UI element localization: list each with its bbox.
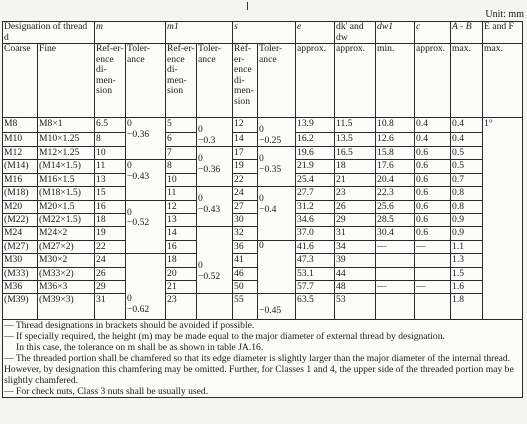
ef-cell: 1° bbox=[483, 118, 523, 320]
m-cell: 6.5 bbox=[95, 118, 126, 133]
fine-cell: M24×2 bbox=[38, 227, 95, 240]
m-tol-header: Toler-ance bbox=[126, 44, 166, 118]
fine-cell: (M18×1.5) bbox=[38, 187, 95, 200]
fine-cell: M30×2 bbox=[38, 254, 95, 267]
dw1-cell: 30.4 bbox=[376, 227, 415, 240]
m1-cell: 6 bbox=[166, 132, 197, 147]
m1-cell: 21 bbox=[166, 280, 197, 293]
e-cell: 41.6 bbox=[296, 240, 335, 253]
c-header: c bbox=[415, 22, 451, 44]
c-cell bbox=[415, 254, 451, 267]
m-tolerance-cell: 0 −0.43 bbox=[126, 160, 166, 200]
dk-cell: 18 bbox=[335, 160, 376, 173]
m-cell: 18 bbox=[95, 213, 126, 226]
c-cell bbox=[415, 267, 451, 280]
coarse-cell: M8 bbox=[3, 118, 38, 133]
s-cell: 12 bbox=[233, 118, 258, 133]
dw1-cell: 20.4 bbox=[376, 173, 415, 186]
dk-cell: 29 bbox=[335, 213, 376, 226]
dw1-cell bbox=[376, 267, 415, 280]
c-cell: 0.4 bbox=[415, 132, 451, 147]
dw1-cell: 17.6 bbox=[376, 160, 415, 173]
ab-header: A - B bbox=[451, 22, 483, 44]
dk-cell: 31 bbox=[335, 227, 376, 240]
m1-cell: 18 bbox=[166, 254, 197, 267]
dw1-cell: 22.3 bbox=[376, 187, 415, 200]
dw1-min-header: min. bbox=[376, 44, 415, 118]
m-tolerance-cell: 0 −0.52 bbox=[126, 200, 166, 254]
m-cell: 19 bbox=[95, 227, 126, 240]
m1-cell: 20 bbox=[166, 267, 197, 280]
dk-cell: 48 bbox=[335, 280, 376, 293]
ab-cell: 0.8 bbox=[451, 187, 483, 200]
coarse-cell: M12 bbox=[3, 147, 38, 160]
dw1-cell: 25.6 bbox=[376, 200, 415, 213]
fine-cell: M20×1.5 bbox=[38, 200, 95, 213]
dk-cell: 34 bbox=[335, 240, 376, 253]
ab-cell: 1.6 bbox=[451, 280, 483, 293]
m-header: m bbox=[95, 22, 166, 44]
coarse-cell: M20 bbox=[3, 200, 38, 213]
fine-cell: M8×1 bbox=[38, 118, 95, 133]
m-cell: 8 bbox=[95, 132, 126, 147]
ef-header: E and F bbox=[483, 22, 523, 44]
note-brackets: — Thread designations in brackets should be avoided if possible. bbox=[4, 320, 255, 332]
m1-cell: 10 bbox=[166, 173, 197, 186]
s-cell: 17 bbox=[233, 147, 258, 160]
note-height-tolerance: In this case, the tolerance on m shall be as shown in table JA.16. bbox=[16, 342, 264, 354]
m-cell: 15 bbox=[95, 187, 126, 200]
e-cell: 63.5 bbox=[296, 294, 335, 320]
ab-cell: 0.9 bbox=[451, 227, 483, 240]
fine-cell: (M33×2) bbox=[38, 267, 95, 280]
c-cell: — bbox=[415, 280, 451, 293]
e-approx-header: approx. bbox=[296, 44, 335, 118]
coarse-cell: M24 bbox=[3, 227, 38, 240]
designation-header: Designation of thread d bbox=[3, 22, 95, 44]
m1-tolerance-cell: 0 −0.36 bbox=[197, 147, 233, 187]
e-cell: 57.7 bbox=[296, 280, 335, 293]
s-tolerance-cell: −0.45 bbox=[258, 294, 296, 320]
s-cell: 32 bbox=[233, 227, 258, 240]
fine-cell: (M39×3) bbox=[38, 294, 95, 320]
coarse-cell: (M14) bbox=[3, 160, 38, 173]
note-chamfer: — The threaded portion shall be chamfered so that its edge diameter is slightly larger than the major diameter of the internal thread. However, by designation this chamfering may be omitted. Further, for Classes 1 and 4, the upper side of the threaded portion may be slightly chamfered. bbox=[4, 353, 514, 387]
unit-label: Unit: mm bbox=[485, 9, 524, 20]
s-cell: 55 bbox=[233, 294, 258, 320]
s-tolerance-cell: 0 −0.25 bbox=[258, 118, 296, 147]
ab-cell: 0.4 bbox=[451, 132, 483, 147]
ab-cell: 0.7 bbox=[451, 173, 483, 186]
coarse-cell: (M27) bbox=[3, 240, 38, 253]
s-cell: 22 bbox=[233, 173, 258, 186]
m-tolerance-cell: 0 −0.62 bbox=[126, 254, 166, 320]
ab-cell: 1.8 bbox=[451, 294, 483, 320]
dk-cell: 21 bbox=[335, 173, 376, 186]
fine-cell: (M14×1.5) bbox=[38, 160, 95, 173]
m-tolerance-cell: 0 −0.36 bbox=[126, 118, 166, 160]
m1-cell: 14 bbox=[166, 227, 197, 240]
m-cell: 10 bbox=[95, 147, 126, 160]
dw1-cell: — bbox=[376, 280, 415, 293]
s-tolerance-cell: 0 −0.4 bbox=[258, 187, 296, 241]
s-cell: 46 bbox=[233, 267, 258, 280]
c-cell: 0.6 bbox=[415, 187, 451, 200]
fine-cell: (M22×1.5) bbox=[38, 213, 95, 226]
ab-cell: 1.3 bbox=[451, 254, 483, 267]
dk-cell: 13.5 bbox=[335, 132, 376, 147]
m-ref-header: Ref-er-ence di-men-sion bbox=[95, 44, 126, 118]
m1-header: m1 bbox=[166, 22, 233, 44]
dk-cell: 23 bbox=[335, 187, 376, 200]
c-cell: — bbox=[415, 240, 451, 253]
c-cell: 0.6 bbox=[415, 173, 451, 186]
m1-cell: 12 bbox=[166, 200, 197, 213]
m1-cell: 16 bbox=[166, 240, 197, 253]
m1-cell: 8 bbox=[166, 160, 197, 173]
coarse-cell: M36 bbox=[3, 280, 38, 293]
coarse-cell: (M18) bbox=[3, 187, 38, 200]
dk-cell: 44 bbox=[335, 267, 376, 280]
fine-header: Fine bbox=[38, 44, 95, 118]
c-cell: 0.6 bbox=[415, 200, 451, 213]
m-cell: 24 bbox=[95, 254, 126, 267]
ab-cell: 0.4 bbox=[451, 118, 483, 133]
m-cell: 29 bbox=[95, 280, 126, 293]
m1-tolerance-cell: 0 −0.52 bbox=[197, 227, 233, 294]
e-cell: 13.9 bbox=[296, 118, 335, 133]
m-cell: 26 bbox=[95, 267, 126, 280]
m1-ref-header: Ref-er-ence di-men-sion bbox=[166, 44, 197, 118]
dk-cell: 16.5 bbox=[335, 147, 376, 160]
m-cell: 22 bbox=[95, 240, 126, 253]
note-height: — If specially required, the height (m) may be made equal to the major diameter of external thread by designation. bbox=[4, 331, 445, 343]
m1-cell: 5 bbox=[166, 118, 197, 133]
e-cell: 53.1 bbox=[296, 267, 335, 280]
dw1-cell: 28.5 bbox=[376, 213, 415, 226]
page-tick-mark bbox=[247, 2, 248, 10]
m1-tol-header: Toler-ance bbox=[197, 44, 233, 118]
nut-dimension-table bbox=[2, 21, 523, 398]
e-cell: 16.2 bbox=[296, 132, 335, 147]
fine-cell: M16×1.5 bbox=[38, 173, 95, 186]
e-cell: 31.2 bbox=[296, 200, 335, 213]
coarse-header: Coarse bbox=[3, 44, 38, 118]
m1-tolerance-cell: 0 −0.43 bbox=[197, 187, 233, 227]
c-cell bbox=[415, 294, 451, 320]
m-cell: 11 bbox=[95, 160, 126, 173]
m1-cell: 23 bbox=[166, 294, 197, 320]
e-cell: 19.6 bbox=[296, 147, 335, 160]
ab-cell: 1.1 bbox=[451, 240, 483, 253]
dw1-cell: 12.6 bbox=[376, 132, 415, 147]
c-cell: 0.6 bbox=[415, 227, 451, 240]
ab-cell: 0.5 bbox=[451, 147, 483, 160]
s-cell: 14 bbox=[233, 132, 258, 147]
m1-cell: 7 bbox=[166, 147, 197, 160]
coarse-cell: M10 bbox=[3, 132, 38, 147]
dk-cell: 39 bbox=[335, 254, 376, 267]
dw1-cell: 15.8 bbox=[376, 147, 415, 160]
ab-cell: 0.9 bbox=[451, 213, 483, 226]
s-header: s bbox=[233, 22, 296, 44]
fine-cell: M36×3 bbox=[38, 280, 95, 293]
e-cell: 27.7 bbox=[296, 187, 335, 200]
dk-approx-header: approx. bbox=[335, 44, 376, 118]
e-cell: 47.3 bbox=[296, 254, 335, 267]
s-ref-header: Ref-er-ence di-men-sion bbox=[233, 44, 258, 118]
s-cell: 50 bbox=[233, 280, 258, 293]
dw1-cell: 10.8 bbox=[376, 118, 415, 133]
m1-tolerance-cell-blank bbox=[197, 294, 233, 320]
ab-cell: 0.8 bbox=[451, 200, 483, 213]
fine-cell: M10×1.25 bbox=[38, 132, 95, 147]
s-cell: 24 bbox=[233, 187, 258, 200]
e-cell: 21.9 bbox=[296, 160, 335, 173]
m1-tolerance-cell: 0 −0.3 bbox=[197, 118, 233, 147]
s-cell: 30 bbox=[233, 213, 258, 226]
coarse-cell: (M39) bbox=[3, 294, 38, 320]
dk-cell: 53 bbox=[335, 294, 376, 320]
dk-cell: 26 bbox=[335, 200, 376, 213]
s-tolerance-cell: 0 −0.35 bbox=[258, 147, 296, 187]
s-cell: 36 bbox=[233, 240, 258, 253]
coarse-cell: M30 bbox=[3, 254, 38, 267]
notes-block bbox=[3, 320, 523, 398]
note-check-nuts: — For check nuts, Class 3 nuts shall be usually used. bbox=[4, 386, 209, 398]
e-header: e bbox=[296, 22, 335, 44]
c-cell: 0.4 bbox=[415, 118, 451, 133]
c-approx-header: approx. bbox=[415, 44, 451, 118]
m1-cell: 11 bbox=[166, 187, 197, 200]
coarse-cell: (M33) bbox=[3, 267, 38, 280]
s-cell: 19 bbox=[233, 160, 258, 173]
s-tol-header: Toler-ance bbox=[258, 44, 296, 118]
dw1-cell bbox=[376, 254, 415, 267]
e-cell: 25.4 bbox=[296, 173, 335, 186]
s-cell: 41 bbox=[233, 254, 258, 267]
coarse-cell: (M22) bbox=[3, 213, 38, 226]
m-cell: 16 bbox=[95, 200, 126, 213]
e-cell: 34.6 bbox=[296, 213, 335, 226]
dw1-header: dw1 bbox=[376, 22, 415, 44]
s-cell: 27 bbox=[233, 200, 258, 213]
e-cell: 37.0 bbox=[296, 227, 335, 240]
m-cell: 13 bbox=[95, 173, 126, 186]
dk-cell: 11.5 bbox=[335, 118, 376, 133]
ef-max-header: max. bbox=[483, 44, 523, 118]
m-cell: 31 bbox=[95, 294, 126, 320]
coarse-cell: M16 bbox=[3, 173, 38, 186]
ab-cell: 1.5 bbox=[451, 267, 483, 280]
ab-cell: 0.5 bbox=[451, 160, 483, 173]
fine-cell: M12×1.25 bbox=[38, 147, 95, 160]
c-cell: 0.6 bbox=[415, 160, 451, 173]
c-cell: 0.6 bbox=[415, 213, 451, 226]
c-cell: 0.6 bbox=[415, 147, 451, 160]
dw1-cell: — bbox=[376, 240, 415, 253]
dk-header: dk' and dw bbox=[335, 22, 376, 44]
m1-cell: 13 bbox=[166, 213, 197, 226]
fine-cell: (M27×2) bbox=[38, 240, 95, 253]
ab-max-header: max. bbox=[451, 44, 483, 118]
dw1-cell bbox=[376, 294, 415, 320]
s-tolerance-cell: 0 bbox=[258, 240, 296, 294]
